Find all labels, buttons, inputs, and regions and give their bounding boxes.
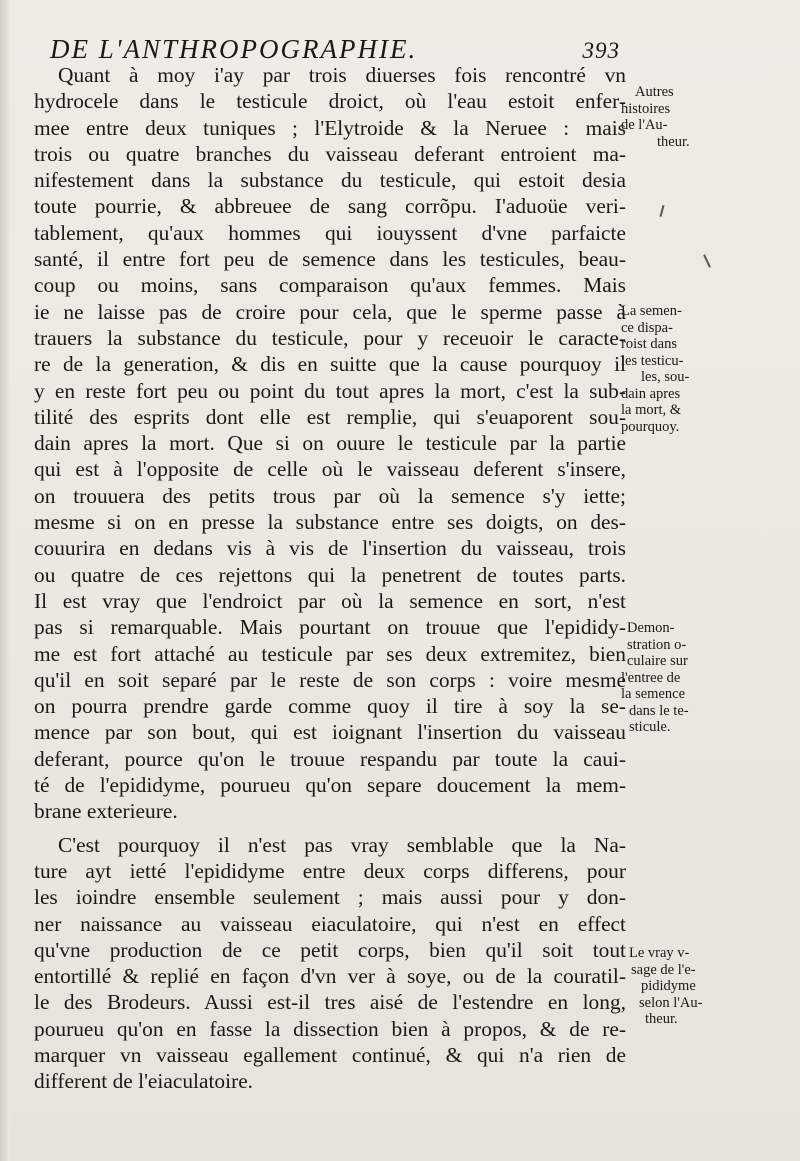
text-line: couurira en dedans vis à vis de l'insertion du vaisseau, trois (34, 536, 626, 561)
text-line: ie ne laisse pas de croire pour cela, que le sperme passe à (34, 299, 626, 324)
margin-note-line: roist dans (621, 336, 677, 352)
margin-note-line: culaire sur (627, 653, 688, 669)
text-line: mence par son bout, qui est ioignant l'insertion du vaisseau (34, 720, 626, 745)
text-line: on trouuera des petits trous par où la semence s'y iette; (34, 483, 626, 508)
margin-note-line: sage de l'e- (631, 961, 696, 978)
margin-note-line: Le vray v- (629, 945, 690, 961)
text-line: dain apres la mort. Que si on ouure le testicule par la partie (34, 431, 626, 456)
margin-note-autres-histoires (621, 84, 713, 150)
margin-note-line: theur. (645, 1011, 678, 1027)
text-line: mesme si on en presse la substance entre ses doigts, on des- (34, 510, 626, 535)
text-line: ou quatre de ces rejettons qui la penetrent de toutes parts. (34, 562, 626, 587)
paragraph-1 (34, 62, 626, 825)
main-text-block (34, 62, 626, 1095)
running-head (50, 34, 620, 65)
margin-note-line: histoires (621, 100, 671, 117)
text-line: pas si remarquable. Mais pourtant on trouue que l'epididy- (34, 615, 626, 640)
page-gutter-shadow (0, 0, 10, 1161)
text-line: ner naissance au vaisseau eiaculatoire, qui n'est en effect (34, 911, 626, 936)
ink-speck (703, 254, 711, 268)
margin-note-line: dain apres (621, 385, 681, 402)
paragraph-2 (34, 832, 626, 1095)
text-line: re de la generation, & dis en suitte que la cause pourquoy il (34, 352, 626, 377)
text-line: santé, il entre fort peu de semence dans les testicules, beau- (34, 247, 626, 272)
text-line: y en reste fort peu ou point du tout apres la mort, c'est la sub- (34, 378, 626, 403)
margin-note-line: stration o- (627, 636, 687, 653)
text-line: deferant, pource qu'on le trouue respandu par toute la caui- (34, 746, 626, 771)
text-line: qu'vne production de ce petit corps, bien qu'il soit tout (34, 937, 626, 962)
margin-note-line: les testicu- (621, 352, 684, 369)
text-line: le des Brodeurs. Aussi est-il tres aisé de l'estendre en long, (34, 990, 626, 1015)
text-line: qu'il en soit separé par le reste de son corps : voire mesme (34, 667, 626, 692)
margin-note-semence-disparoist (621, 303, 713, 435)
page-number: 393 (582, 38, 620, 63)
text-line: ture ayt ietté l'epididyme entre deux corps differens, pour (34, 858, 626, 883)
text-line: brane exterieure. (34, 799, 178, 824)
text-line: trauers la substance du testicule, pour y receuoir le caracte- (34, 325, 626, 350)
margin-note-line: ce dispa- (621, 319, 673, 336)
text-line: different de l'eiaculatoire. (34, 1069, 254, 1094)
margin-note-line: La semen- (621, 303, 682, 319)
margin-note-line: l'entree de (621, 669, 681, 686)
text-line: Quant à moy i'ay par trois diuerses fois rencontré vn (58, 63, 626, 87)
margin-note-line: sticule. (629, 719, 671, 735)
text-line: mee entre deux tuniques ; l'Elytroide & la Neruee : mais (34, 115, 626, 140)
text-line: C'est pourquoy il n'est pas vray semblable que la Na- (58, 832, 626, 857)
text-line: tablement, qu'aux hommes qui iouyssent d'vne parfaicte (34, 220, 626, 245)
margin-note-demonstration-oculaire (621, 620, 713, 736)
margin-note-line: theur. (657, 133, 690, 150)
margin-note-line: Demon- (627, 620, 675, 636)
text-line: nifestement dans la substance du testicule, qui estoit desia (34, 168, 626, 193)
text-line: entortillé & replié en façon d'vn ver à soye, ou de la couratil- (34, 964, 626, 989)
text-line: qui est à l'opposite de celle où le vaisseau deferent s'insere, (34, 457, 626, 482)
text-line: on pourra prendre garde comme quoy il tire à soy la se- (34, 694, 626, 719)
text-line: les ioindre ensemble seulement ; mais aussi pour y don- (34, 885, 626, 910)
text-line: tilité des esprits dont elle est remplie, qui s'euaporent sou- (34, 404, 626, 429)
margin-note-line: la mort, & (621, 402, 682, 418)
text-line: toute pourrie, & abbreuee de sang corrõpu. I'aduoüe veri- (34, 194, 626, 219)
margin-note-vray-usage (621, 945, 713, 1028)
text-line: marquer vn vaisseau egallement continué, & qui n'a rien de (34, 1042, 626, 1067)
text-line: hydrocele dans le testicule droict, où l'eau estoit enfer- (34, 89, 626, 114)
text-line: té de l'epididyme, pourueu qu'on separe doucement la mem- (34, 773, 626, 798)
text-line: me est fort attaché au testicule par ses deux extremitez, bien (34, 641, 626, 666)
running-title: DE L'ANTHROPOGRAPHIE. (50, 34, 418, 64)
text-line: pourueu qu'on en fasse la dissection bien à propos, & de re- (34, 1016, 626, 1041)
margin-note-line: selon l'Au- (639, 994, 703, 1011)
margin-note-line: la semence (621, 686, 686, 702)
margin-note-line: dans le te- (629, 702, 689, 719)
margin-note-line: pourquoy. (621, 418, 680, 435)
margin-note-line: les, sou- (641, 369, 690, 385)
margin-note-line: Autres (635, 84, 674, 100)
text-line: Il est vray que l'endroict par où la semence en sort, n'est (34, 588, 626, 613)
text-line: trois ou quatre branches du vaisseau deferant entroient ma- (34, 141, 626, 166)
margin-note-line: de l'Au- (621, 117, 668, 133)
ink-speck (659, 205, 664, 217)
margin-note-line: pididyme (641, 978, 696, 994)
text-line: coup ou moins, sans comparaison qu'aux femmes. Mais (34, 273, 626, 298)
